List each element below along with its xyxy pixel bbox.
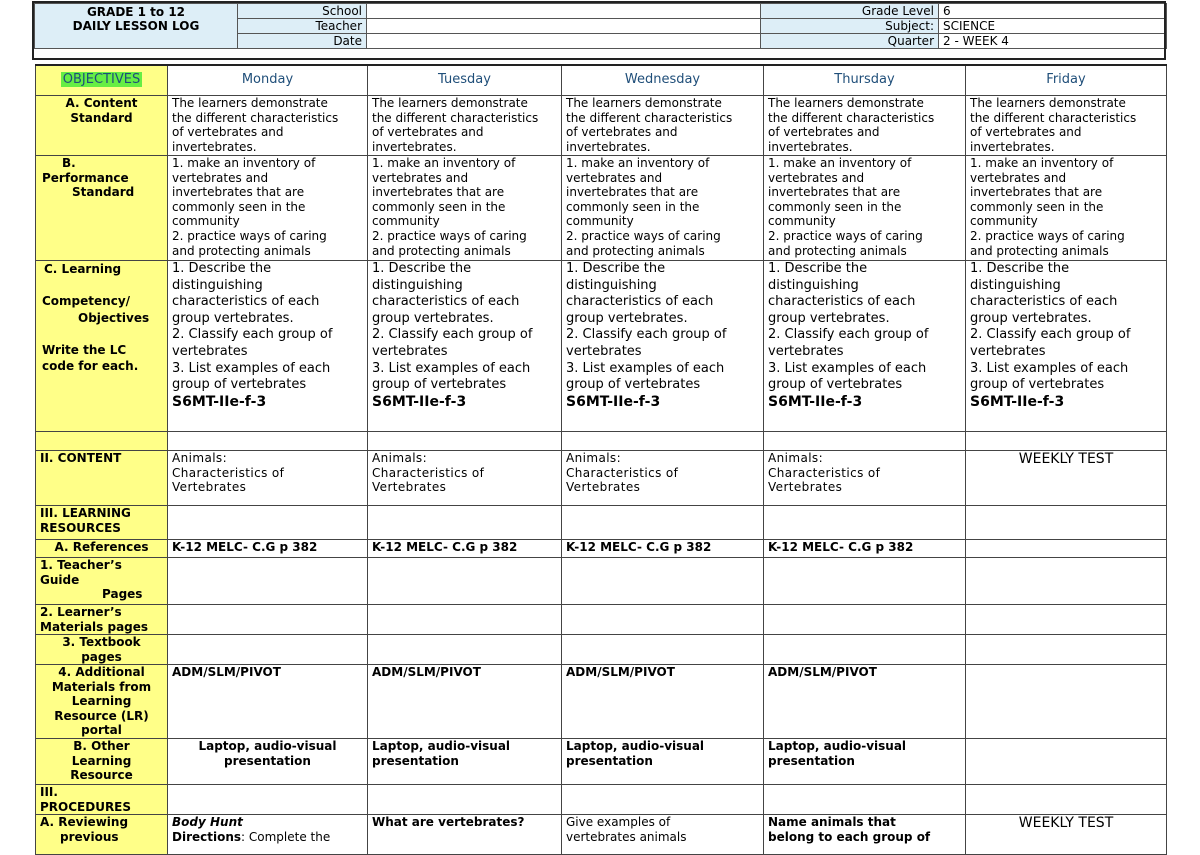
lc-code: S6MT-IIe-f-3 — [566, 393, 661, 410]
text-line: community — [172, 214, 240, 229]
lc-code: S6MT-IIe-f-3 — [768, 393, 863, 410]
weekly-test-label: WEEKLY TEST — [1018, 815, 1114, 831]
text-line: Vertebrates — [172, 480, 247, 495]
spacer-row — [36, 432, 1167, 451]
text-line: Vertebrates — [768, 480, 843, 495]
text-line: Animals: — [768, 451, 824, 465]
empty-cell[interactable] — [966, 665, 1167, 739]
text-line: the different characteristics — [566, 110, 733, 125]
text-line: vertebrates and — [172, 170, 269, 185]
label-line: 2. Learner’s — [40, 605, 122, 619]
additional-materials-cell[interactable]: ADM/SLM/PIVOT — [764, 665, 966, 739]
learning-competency-cell[interactable] — [168, 261, 368, 432]
empty-cell[interactable] — [966, 540, 1167, 558]
text-line: vertebrates — [372, 343, 448, 359]
date-field[interactable] — [367, 34, 761, 49]
day-heading-wednesday: Wednesday — [562, 65, 764, 96]
lesson-log-header — [34, 3, 1167, 49]
empty-cell[interactable] — [966, 785, 1167, 815]
text-line: and protecting animals — [970, 243, 1109, 258]
empty-cell[interactable] — [966, 432, 1167, 451]
reference-cell[interactable]: K-12 MELC- C.G p 382 — [764, 540, 966, 558]
other-resource-cell[interactable] — [168, 739, 368, 785]
text-line: vertebrates and — [566, 170, 663, 185]
text-line: characteristics of each — [372, 294, 520, 310]
text-line: 3. List examples of each — [172, 360, 331, 376]
grade-level-label: Grade Level — [761, 4, 939, 19]
text-line: group of vertebrates — [970, 377, 1105, 393]
label-line: pages — [81, 649, 122, 664]
grade-title-line1: GRADE 1 to 12 — [86, 5, 186, 19]
empty-cell[interactable] — [764, 506, 966, 540]
label-line: Objectives — [78, 310, 150, 325]
text-line: the different characteristics — [172, 110, 339, 125]
empty-label-cell — [36, 432, 168, 451]
learning-competency-cell[interactable] — [966, 261, 1167, 432]
text-line: 1. make an inventory of — [566, 156, 710, 170]
text-line: vertebrates and — [970, 170, 1067, 185]
empty-cell[interactable] — [168, 605, 368, 635]
text-line: Laptop, audio-visual — [198, 739, 337, 753]
text-line: of vertebrates and — [172, 125, 284, 140]
text-line: Laptop, audio-visual — [566, 739, 705, 753]
learning-competency-cell[interactable] — [562, 261, 764, 432]
text-line: presentation — [372, 753, 459, 768]
day-heading-friday: Friday — [966, 65, 1167, 96]
label-line: PROCEDURES — [40, 799, 132, 814]
text-line: group vertebrates. — [970, 310, 1092, 326]
empty-cell[interactable] — [562, 506, 764, 540]
lc-code: S6MT-IIe-f-3 — [970, 393, 1065, 410]
objectives-heading-label: OBJECTIVES — [62, 72, 141, 88]
text-line: 3. List examples of each — [768, 360, 927, 376]
text-line: Animals: — [172, 451, 228, 465]
text-line: 2. practice ways of caring — [566, 228, 721, 243]
additional-materials-row — [36, 665, 1167, 739]
text-line: distinguishing — [566, 277, 657, 293]
empty-cell[interactable] — [966, 558, 1167, 605]
learning-competency-row — [36, 261, 1167, 432]
day-heading-tuesday: Tuesday — [368, 65, 562, 96]
text-line: the different characteristics — [372, 110, 539, 125]
text-line: belong to each group of — [768, 829, 931, 844]
empty-cell[interactable] — [966, 605, 1167, 635]
text-line: Name animals that — [768, 815, 896, 829]
text-line: 2. Classify each group of — [566, 327, 727, 343]
label-line: Learning — [71, 753, 132, 768]
teacher-field[interactable] — [367, 19, 761, 34]
content-label: II. CONTENT — [36, 451, 168, 506]
text-line: 2. practice ways of caring — [970, 228, 1125, 243]
text-line: group of vertebrates — [172, 377, 307, 393]
empty-cell[interactable] — [562, 605, 764, 635]
subject-field[interactable]: SCIENCE — [939, 19, 1167, 34]
additional-materials-label — [36, 665, 168, 739]
text-line: and protecting animals — [172, 243, 311, 258]
empty-cell[interactable] — [764, 785, 966, 815]
label-line: Standard — [72, 185, 135, 199]
content-topic-cell[interactable] — [562, 451, 764, 506]
day-heading-monday: Monday — [168, 65, 368, 96]
learning-resources-label — [36, 506, 168, 540]
content-standard-cell[interactable] — [168, 96, 368, 156]
content-standard-row — [36, 96, 1167, 156]
text-line: distinguishing — [372, 277, 463, 293]
text-line: 2. Classify each group of — [372, 327, 533, 343]
text-line: invertebrates that are — [768, 185, 901, 200]
text-line: and protecting animals — [372, 243, 511, 258]
text-line: The learners demonstrate — [970, 96, 1126, 110]
empty-cell[interactable] — [764, 558, 966, 605]
content-row — [36, 451, 1167, 506]
teacher-label: Teacher — [238, 19, 367, 34]
empty-cell[interactable] — [562, 558, 764, 605]
content-topic-cell[interactable] — [368, 451, 562, 506]
empty-cell[interactable] — [966, 739, 1167, 785]
lc-code: S6MT-IIe-f-3 — [172, 393, 267, 410]
text-line: distinguishing — [970, 277, 1061, 293]
text-line: Vertebrates — [566, 480, 641, 495]
text-line: Body Hunt — [172, 815, 243, 829]
text-line: invertebrates that are — [970, 185, 1103, 200]
procedures-row — [36, 785, 1167, 815]
text-line: presentation — [224, 753, 311, 768]
text-line: presentation — [768, 753, 855, 768]
text-line: group of vertebrates — [768, 377, 903, 393]
text-line: and protecting animals — [768, 243, 907, 258]
other-resource-label — [36, 739, 168, 785]
text-line: : Complete the — [241, 829, 331, 844]
empty-cell[interactable] — [168, 558, 368, 605]
text-line: presentation — [566, 753, 653, 768]
label-line: RESOURCES — [40, 520, 121, 535]
text-line: 2. practice ways of caring — [372, 228, 527, 243]
procedures-label — [36, 785, 168, 815]
additional-materials-cell[interactable]: ADM/SLM/PIVOT — [562, 665, 764, 739]
empty-cell[interactable] — [562, 635, 764, 665]
label-line: Resource — [70, 768, 133, 782]
empty-cell[interactable] — [368, 785, 562, 815]
text-line: Laptop, audio-visual — [372, 739, 511, 753]
empty-cell[interactable] — [168, 785, 368, 815]
text-line: commonly seen in the — [768, 199, 902, 214]
review-cell-tuesday[interactable]: What are vertebrates? — [368, 815, 562, 855]
text-line: 2. Classify each group of — [768, 327, 929, 343]
text-line: of vertebrates and — [768, 125, 880, 140]
grade-title — [35, 4, 238, 49]
date-label: Date — [238, 34, 367, 49]
additional-materials-cell[interactable]: ADM/SLM/PIVOT — [168, 665, 368, 739]
text-line: community — [372, 214, 440, 229]
text-line: vertebrates animals — [566, 829, 687, 844]
text-line: vertebrates — [566, 343, 642, 359]
text-line: invertebrates that are — [566, 185, 699, 200]
text-line: invertebrates. — [172, 139, 257, 154]
empty-cell[interactable] — [168, 432, 368, 451]
text-line: 2. Classify each group of — [172, 327, 333, 343]
text-line: 1. Describe the — [172, 261, 272, 276]
empty-cell[interactable] — [966, 635, 1167, 665]
text-line: group vertebrates. — [172, 310, 294, 326]
performance-standard-cell[interactable] — [764, 156, 966, 261]
references-label: A. References — [36, 540, 168, 558]
text-line: 1. Describe the — [768, 261, 868, 276]
learners-materials-row — [36, 605, 1167, 635]
text-line: 1. make an inventory of — [768, 156, 912, 170]
text-line: Characteristics of — [566, 465, 679, 480]
learning-resources-row — [36, 506, 1167, 540]
content-standard-label — [36, 96, 168, 156]
label-line: III. LEARNING — [40, 506, 131, 520]
text-line: vertebrates — [768, 343, 844, 359]
label-line: previous — [60, 829, 119, 844]
learning-competency-cell[interactable] — [764, 261, 966, 432]
label-spacer — [40, 277, 163, 293]
text-line: 1. make an inventory of — [372, 156, 516, 170]
other-resource-cell[interactable] — [764, 739, 966, 785]
content-topic-cell[interactable] — [764, 451, 966, 506]
label-line: Pages — [102, 587, 143, 601]
textbook-label — [36, 635, 168, 665]
school-label: School — [238, 4, 367, 19]
empty-cell[interactable] — [368, 432, 562, 451]
empty-cell[interactable] — [764, 605, 966, 635]
subject-label: Subject: — [761, 19, 939, 34]
label-line: B. Other — [73, 739, 130, 753]
content-standard-cell[interactable] — [368, 96, 562, 156]
text-line: Give examples of — [566, 815, 671, 829]
other-resource-cell[interactable] — [368, 739, 562, 785]
label-line: A. Reviewing — [40, 815, 129, 829]
learning-competency-cell[interactable] — [368, 261, 562, 432]
school-field[interactable] — [367, 4, 761, 19]
text-line: group vertebrates. — [372, 310, 494, 326]
text-line: group of vertebrates — [372, 377, 507, 393]
quarter-field[interactable]: 2 - WEEK 4 — [939, 34, 1167, 49]
empty-cell[interactable] — [966, 506, 1167, 540]
text-line: 3. List examples of each — [372, 360, 531, 376]
label-line: Standard — [70, 110, 133, 125]
text-line: 3. List examples of each — [566, 360, 725, 376]
label-line: Materials pages — [40, 619, 149, 634]
text-line: distinguishing — [768, 277, 859, 293]
empty-cell[interactable] — [368, 605, 562, 635]
day-header-row — [36, 65, 1167, 96]
text-line: Animals: — [566, 451, 622, 465]
text-line: 3. List examples of each — [970, 360, 1129, 376]
text-line: invertebrates that are — [172, 185, 305, 200]
text-line: group of vertebrates — [566, 377, 701, 393]
label-line: 3. Textbook — [62, 635, 141, 649]
label-line: Performance — [42, 170, 129, 185]
performance-standard-cell[interactable] — [368, 156, 562, 261]
content-standard-cell[interactable] — [966, 96, 1167, 156]
references-row — [36, 540, 1167, 558]
text-line: invertebrates. — [970, 139, 1055, 154]
label-line: B. — [62, 156, 76, 170]
text-line: The learners demonstrate — [768, 96, 924, 110]
text-line: invertebrates that are — [372, 185, 505, 200]
text-line: distinguishing — [172, 277, 263, 293]
text-line: group vertebrates. — [768, 310, 890, 326]
performance-standard-cell[interactable] — [966, 156, 1167, 261]
text-line: invertebrates. — [372, 139, 457, 154]
label-line: III. — [40, 785, 58, 799]
text-line: commonly seen in the — [372, 199, 506, 214]
text-line: Characteristics of — [172, 465, 285, 480]
textbook-row — [36, 635, 1167, 665]
lesson-log-table — [35, 64, 1167, 855]
other-resource-row — [36, 739, 1167, 785]
text-line: 1. Describe the — [970, 261, 1070, 276]
text-line: vertebrates and — [768, 170, 865, 185]
text-line: Directions — [172, 829, 242, 844]
text-line: community — [566, 214, 634, 229]
text-line: 2. practice ways of caring — [768, 228, 923, 243]
additional-materials-cell[interactable]: ADM/SLM/PIVOT — [368, 665, 562, 739]
content-standard-cell[interactable] — [562, 96, 764, 156]
text-line: 2. Classify each group of — [970, 327, 1131, 343]
grade-level-field[interactable]: 6 — [939, 4, 1167, 19]
text-line: The learners demonstrate — [566, 96, 722, 110]
text-line: Vertebrates — [372, 480, 447, 495]
weekly-test-label: WEEKLY TEST — [1018, 451, 1114, 467]
quarter-label: Quarter — [761, 34, 939, 49]
empty-cell[interactable] — [368, 558, 562, 605]
reference-cell[interactable]: K-12 MELC- C.G p 382 — [168, 540, 368, 558]
reference-cell[interactable]: K-12 MELC- C.G p 382 — [562, 540, 764, 558]
lc-code: S6MT-IIe-f-3 — [372, 393, 467, 410]
content-standard-cell[interactable] — [764, 96, 966, 156]
label-line: Resource (LR) — [54, 708, 149, 723]
empty-cell[interactable] — [168, 506, 368, 540]
text-line: The learners demonstrate — [172, 96, 328, 110]
text-line: 1. Describe the — [372, 261, 472, 276]
text-line: 2. practice ways of caring — [172, 228, 327, 243]
text-line: and protecting animals — [566, 243, 705, 258]
text-line: characteristics of each — [768, 294, 916, 310]
text-line: 1. make an inventory of — [970, 156, 1114, 170]
text-line: vertebrates and — [372, 170, 469, 185]
text-line: characteristics of each — [566, 294, 714, 310]
label-spacer — [40, 326, 163, 342]
text-line: the different characteristics — [768, 110, 935, 125]
text-line: of vertebrates and — [566, 125, 678, 140]
weekly-test-cell[interactable] — [966, 451, 1167, 506]
text-line: commonly seen in the — [566, 199, 700, 214]
text-line: commonly seen in the — [970, 199, 1104, 214]
text-line: The learners demonstrate — [372, 96, 528, 110]
text-line: of vertebrates and — [970, 125, 1082, 140]
text-line: characteristics of each — [970, 294, 1118, 310]
performance-standard-cell[interactable] — [562, 156, 764, 261]
label-line: Guide — [40, 572, 80, 587]
text-line: of vertebrates and — [372, 125, 484, 140]
text-line: vertebrates — [970, 343, 1046, 359]
text-line: invertebrates. — [768, 139, 853, 154]
text-line: Characteristics of — [372, 465, 485, 480]
performance-standard-row — [36, 156, 1167, 261]
text-line: vertebrates — [172, 343, 248, 359]
learning-competency-label — [36, 261, 168, 432]
label-line: code for each. — [42, 359, 139, 374]
performance-standard-cell[interactable] — [168, 156, 368, 261]
label-line: 4. Additional — [58, 665, 145, 679]
teachers-guide-label — [36, 558, 168, 605]
content-topic-cell[interactable] — [168, 451, 368, 506]
performance-standard-label — [36, 156, 168, 261]
teachers-guide-row — [36, 558, 1167, 605]
reference-cell[interactable]: K-12 MELC- C.G p 382 — [368, 540, 562, 558]
label-line: portal — [81, 723, 122, 737]
empty-cell[interactable] — [368, 635, 562, 665]
text-line: community — [970, 214, 1038, 229]
learners-materials-label — [36, 605, 168, 635]
label-line: Learning — [71, 694, 132, 708]
empty-cell[interactable] — [562, 432, 764, 451]
text-line: commonly seen in the — [172, 199, 306, 214]
label-line: A. Content — [65, 96, 138, 110]
empty-cell[interactable] — [764, 635, 966, 665]
text-line: the different characteristics — [970, 110, 1137, 125]
grade-title-line2: DAILY LESSON LOG — [72, 19, 200, 33]
label-line: Competency/ — [42, 294, 131, 309]
text-line: invertebrates. — [566, 139, 651, 154]
empty-cell[interactable] — [368, 506, 562, 540]
other-resource-cell[interactable] — [562, 739, 764, 785]
empty-cell[interactable] — [168, 635, 368, 665]
text-line: community — [768, 214, 836, 229]
text-line: Laptop, audio-visual — [768, 739, 907, 753]
text-line: 1. make an inventory of — [172, 156, 316, 170]
text-line: group vertebrates. — [566, 310, 688, 326]
text-line: Animals: — [372, 451, 428, 465]
empty-cell[interactable] — [764, 432, 966, 451]
label-line: Materials from — [51, 679, 152, 694]
text-line: characteristics of each — [172, 294, 320, 310]
label-line: Write the LC — [42, 342, 127, 357]
label-line: C. Learning — [44, 262, 122, 276]
empty-cell[interactable] — [562, 785, 764, 815]
text-line: Characteristics of — [768, 465, 881, 480]
text-line: 1. Describe the — [566, 261, 666, 276]
objectives-heading — [36, 65, 168, 96]
day-heading-thursday: Thursday — [764, 65, 966, 96]
label-line: 1. Teacher’s — [40, 558, 122, 572]
